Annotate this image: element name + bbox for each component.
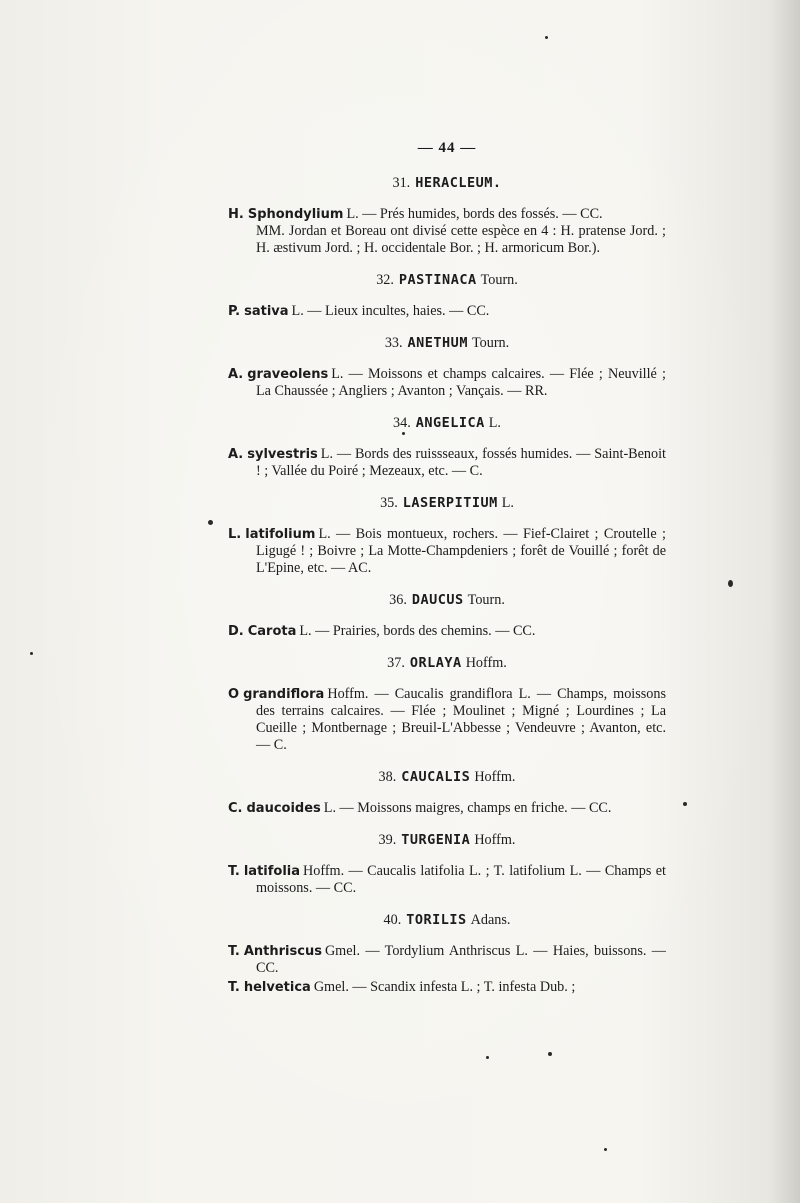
genus-number: 34. xyxy=(393,415,411,431)
genus-author: Adans. xyxy=(470,912,511,928)
genus-number: 35. xyxy=(380,495,398,511)
genus-author: Hoffm. xyxy=(474,832,516,848)
species-text: Gmel. — Tordylium Anthriscus L. — Haies, buissons. — CC. xyxy=(256,943,666,976)
genus-heading xyxy=(228,495,666,512)
species-name: Sphondylium xyxy=(247,207,344,222)
genus-heading xyxy=(228,175,666,192)
genus-author: Tourn. xyxy=(480,272,518,288)
genus-abbr: T. xyxy=(228,944,240,959)
genus-abbr: A. xyxy=(228,447,244,462)
species-entry xyxy=(228,863,666,897)
genus-heading xyxy=(228,655,666,672)
genus-number: 37. xyxy=(387,655,405,671)
genus-author: Tourn. xyxy=(467,592,505,608)
genus-author: Hoffm. xyxy=(465,655,507,671)
species-entry xyxy=(228,446,666,480)
species-name: latifolia xyxy=(243,864,301,879)
paper-speck xyxy=(486,1056,489,1059)
paper-speck xyxy=(728,580,733,587)
species-entry xyxy=(228,800,666,817)
genus-abbr: O xyxy=(228,687,240,702)
genus-name: ANGELICA xyxy=(415,415,485,431)
genus-heading xyxy=(228,912,666,929)
species-name: helvetica xyxy=(243,980,311,995)
species-text: L. — Moissons maigres, champs en friche. — CC. xyxy=(323,800,612,816)
genus-heading xyxy=(228,832,666,849)
species-name: Anthriscus xyxy=(243,944,322,959)
page-gutter-shadow xyxy=(770,0,800,1203)
genus-number: 32. xyxy=(376,272,394,288)
genus-number: 38. xyxy=(378,769,397,785)
species-text: Hoffm. — Caucalis latifolia L. ; T. latifolium L. — Champs et moissons. — CC. xyxy=(256,863,666,896)
genus-abbr: T. xyxy=(228,864,240,879)
species-name: latifolium xyxy=(245,527,316,542)
species-text: L. — Prairies, bords des chemins. — CC. xyxy=(299,623,536,639)
paper-speck xyxy=(548,1052,552,1056)
species-entry xyxy=(228,943,666,977)
species-note: MM. Jordan et Boreau ont divisé cette espèce en 4 : H. pratense Jord. ; H. æstivum Jord. ; H. occidentale Bor. ; H. armoricum Bor.). xyxy=(256,223,666,256)
species-text: L. — Bords des ruissseaux, fossés humides. — Saint-Benoit ! ; Vallée du Poiré ; Mezeaux, etc. — C. xyxy=(256,446,666,479)
species-entry xyxy=(228,303,666,320)
genus-abbr: L. xyxy=(228,527,242,542)
species-entry xyxy=(228,979,666,996)
genus-number: 31. xyxy=(392,175,411,191)
genus-number: 33. xyxy=(384,335,403,351)
genus-author: Hoffm. xyxy=(474,769,516,785)
genus-abbr: P. xyxy=(228,304,241,319)
paper-speck xyxy=(30,652,33,655)
genus-name: TORILIS xyxy=(406,912,467,928)
species-text: L. — Prés humides, bords des fossés. — CC. xyxy=(346,206,603,222)
species-entry xyxy=(228,686,666,754)
species-entry xyxy=(228,206,666,257)
genus-abbr: C. xyxy=(228,801,243,816)
genus-abbr: T. xyxy=(228,980,240,995)
species-text: L. — Lieux incultes, haies. — CC. xyxy=(291,303,490,319)
paper-speck xyxy=(683,802,687,806)
species-entry xyxy=(228,623,666,640)
paper-speck xyxy=(208,520,213,525)
species-name: grandiflora xyxy=(243,687,325,702)
genus-author: L. xyxy=(488,415,501,431)
genus-name: CAUCALIS xyxy=(401,769,471,785)
species-text: L. — Moissons et champs calcaires. — Flée ; Neuvillé ; La Chaussée ; Angliers ; Avanton ; Vançais. — RR. xyxy=(256,366,666,399)
species-name: daucoides xyxy=(246,801,321,816)
genus-author: Tourn. xyxy=(471,335,510,351)
genus-name: LASERPITIUM xyxy=(402,495,498,511)
genus-heading xyxy=(228,769,666,786)
genus-name: PASTINACA xyxy=(398,272,477,288)
genus-name: ANETHUM xyxy=(407,335,468,351)
genus-number: 40. xyxy=(383,912,402,928)
genus-name: DAUCUS xyxy=(411,592,464,608)
species-name: Carota xyxy=(247,624,297,639)
paper-speck xyxy=(545,36,548,39)
genus-abbr: D. xyxy=(228,624,244,639)
genus-heading xyxy=(228,335,666,352)
species-text: Hoffm. — Caucalis grandiflora L. — Champs, moissons des terrains calcaires. — Flée ; Moulinet ; Migné ; Lourdines ; La Cueille ; Montbernage ; Breuil-L'Abbesse ; Vendeuvre ; Avanton, etc. — C. xyxy=(256,686,666,753)
page-number: — 44 — xyxy=(417,140,477,156)
species-entry xyxy=(228,526,666,577)
paper-speck xyxy=(402,432,405,435)
species-text: L. — Bois montueux, rochers. — Fief-Clairet ; Croutelle ; Ligugé ! ; Boivre ; La Motte-Champdeniers ; forêt de Vouillé ; forêt de L'Epine, etc. — AC. xyxy=(256,526,666,576)
genus-author: L. xyxy=(501,495,514,511)
species-name: sylvestris xyxy=(247,447,318,462)
text-column xyxy=(228,140,666,1011)
species-entry xyxy=(228,366,666,400)
genus-name: TURGENIA xyxy=(401,832,471,848)
species-text: Gmel. — Scandix infesta L. ; T. infesta Dub. ; xyxy=(313,979,576,995)
genus-name: ORLAYA xyxy=(409,655,462,671)
paper-speck xyxy=(604,1148,607,1151)
genus-abbr: A. xyxy=(228,367,244,382)
species-name: sativa xyxy=(244,304,289,319)
genus-heading xyxy=(228,415,666,432)
genus-heading xyxy=(228,592,666,609)
genus-number: 36. xyxy=(389,592,407,608)
genus-name: HERACLEUM. xyxy=(415,175,502,191)
genus-abbr: H. xyxy=(228,207,244,222)
genus-heading xyxy=(228,272,666,289)
species-name: graveolens xyxy=(247,367,329,382)
genus-number: 39. xyxy=(378,832,397,848)
